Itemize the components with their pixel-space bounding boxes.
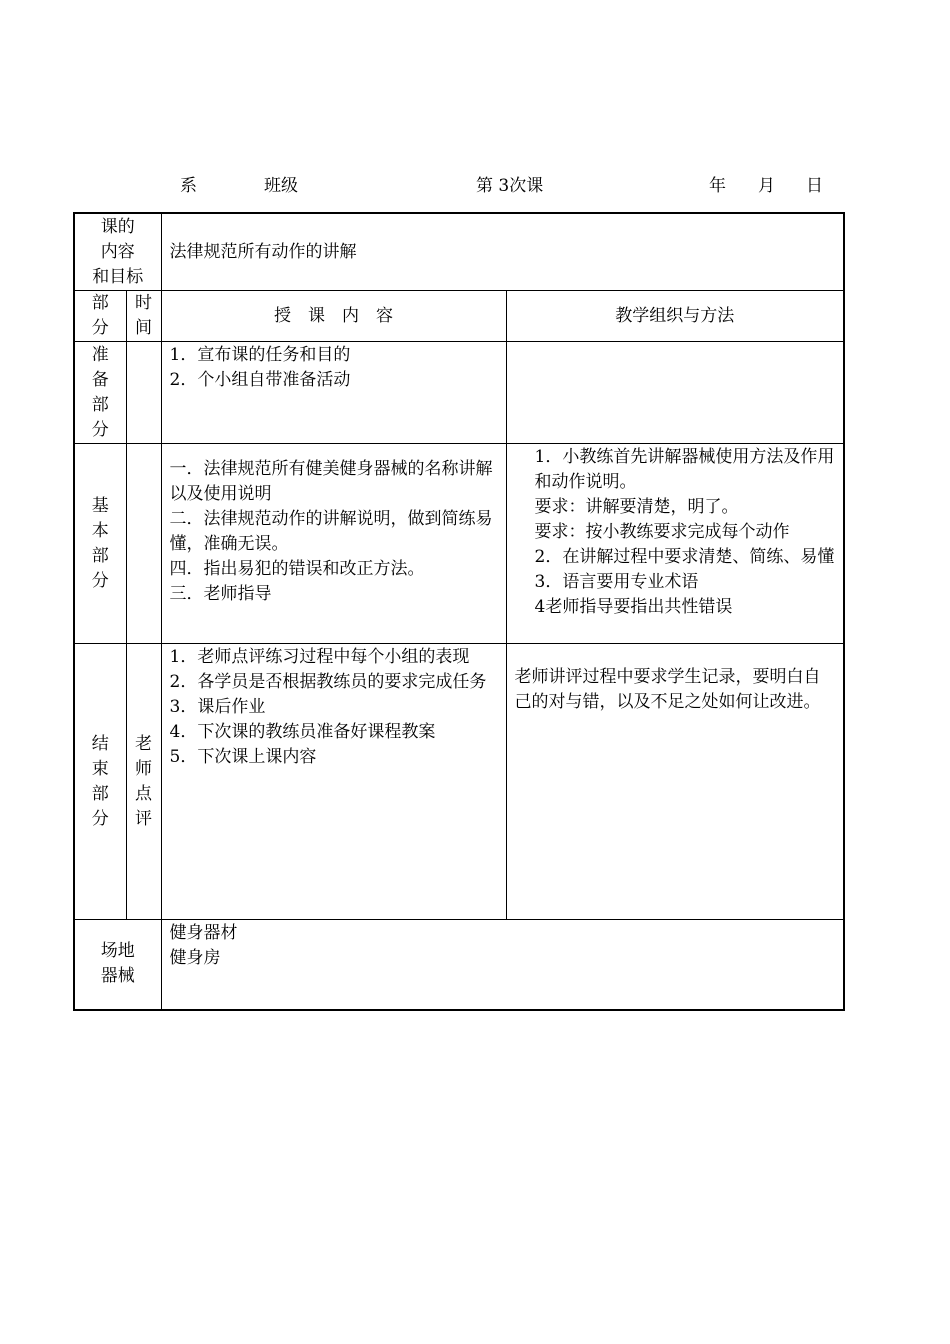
ending-label-line: 部 <box>91 783 109 804</box>
ending-time-line: 点 <box>135 783 152 804</box>
venue-row <box>74 920 844 1010</box>
venue-content <box>161 920 844 1010</box>
basic-label-line: 本 <box>91 520 109 541</box>
col-header-content: 授 课 内 容 <box>161 291 506 342</box>
ending-content <box>161 644 506 920</box>
ending-label-line: 束 <box>91 758 109 779</box>
ending-time-line: 评 <box>135 808 152 829</box>
lesson-plan-table <box>73 212 845 1011</box>
column-header-row <box>74 291 844 342</box>
ending-time-line: 老 <box>135 733 152 754</box>
basic-content-line: 一．法律规范所有健美健身器械的名称讲解以及使用说明 <box>169 459 493 504</box>
basic-label-line: 基 <box>91 495 109 516</box>
venue-label <box>74 920 161 1010</box>
goal-text <box>161 213 844 291</box>
prep-label-line: 备 <box>91 370 109 390</box>
col-header-time <box>126 291 161 342</box>
prep-content <box>161 342 506 444</box>
ending-row <box>74 644 844 920</box>
ending-content-line: 3．课后作业 <box>169 697 266 717</box>
ending-method-text: 老师讲评过程中要求学生记录，要明白自己的对与错，以及不足之处如何让改进。 <box>514 667 821 712</box>
prep-label-line: 准 <box>91 345 109 365</box>
ending-label-line: 分 <box>91 808 109 829</box>
goal-text-value: 法律规范所有动作的讲解 <box>169 242 357 262</box>
ending-content-line: 1．老师点评练习过程中每个小组的表现 <box>169 647 470 667</box>
basic-row <box>74 444 844 644</box>
col-header-method: 教学组织与方法 <box>506 291 844 342</box>
goal-row <box>74 213 844 291</box>
ending-content-line: 2．各学员是否根据教练员的要求完成任务 <box>169 672 487 692</box>
basic-content-line: 四．指出易犯的错误和改正方法。 <box>169 559 425 579</box>
basic-method-line: 要求：按小教练要求完成每个动作 <box>534 522 790 542</box>
venue-content-line: 健身房 <box>169 948 221 968</box>
prep-label-line: 分 <box>91 420 109 440</box>
venue-label-line: 场地 <box>100 941 135 962</box>
goal-label-line: 内容 <box>100 242 135 262</box>
ending-label-line: 结 <box>91 733 109 754</box>
prep-content-line: 2．个小组自带准备活动 <box>169 370 351 390</box>
prep-label <box>74 342 126 444</box>
basic-time <box>126 444 161 644</box>
prep-label-line: 部 <box>91 395 109 415</box>
goal-label-line: 课的 <box>100 217 135 237</box>
basic-method-line: 2．在讲解过程中要求清楚、简练、易懂 <box>534 547 835 567</box>
header-lesson: 第 3次课 <box>476 176 544 196</box>
ending-content-line: 5．下次课上课内容 <box>169 747 317 767</box>
header-day: 日 <box>806 176 823 196</box>
col-header-part-line: 分 <box>91 318 109 338</box>
col-header-time-line: 时 <box>135 293 152 313</box>
basic-method-line: 1．小教练首先讲解器械使用方法及作用和动作说明。 <box>534 447 835 492</box>
basic-method-line: 3．语言要用专业术语 <box>534 572 699 592</box>
basic-content-line: 二．法律规范动作的讲解说明，做到简练易懂，准确无误。 <box>169 509 493 554</box>
basic-label <box>74 444 126 644</box>
col-header-time-line: 间 <box>135 318 152 338</box>
prep-method <box>506 342 844 444</box>
header-month: 月 <box>758 176 775 196</box>
goal-label-line: 和目标 <box>92 267 144 287</box>
ending-method <box>506 644 844 920</box>
ending-label <box>74 644 126 920</box>
basic-content <box>161 444 506 644</box>
basic-method-line: 要求：讲解要清楚，明了。 <box>534 497 739 517</box>
basic-method-line: 4老师指导要指出共性错误 <box>534 597 733 617</box>
basic-label-line: 部 <box>91 545 109 566</box>
basic-label-line: 分 <box>91 570 109 591</box>
col-header-part-line: 部 <box>91 293 109 313</box>
basic-content-line: 三．老师指导 <box>169 584 272 604</box>
header-class: 班级 <box>264 176 298 196</box>
ending-time <box>126 644 161 920</box>
col-header-part <box>74 291 126 342</box>
prep-content-line: 1．宣布课的任务和目的 <box>169 345 351 365</box>
header-dept: 系 <box>180 176 197 196</box>
venue-label-line: 器械 <box>100 966 135 987</box>
prep-row <box>74 342 844 444</box>
ending-time-line: 师 <box>135 758 152 779</box>
goal-label <box>74 213 161 291</box>
ending-content-line: 4．下次课的教练员准备好课程教案 <box>169 722 436 742</box>
basic-method <box>506 444 844 644</box>
venue-content-line: 健身器材 <box>169 923 238 943</box>
header-year: 年 <box>709 176 726 196</box>
prep-time <box>126 342 161 444</box>
